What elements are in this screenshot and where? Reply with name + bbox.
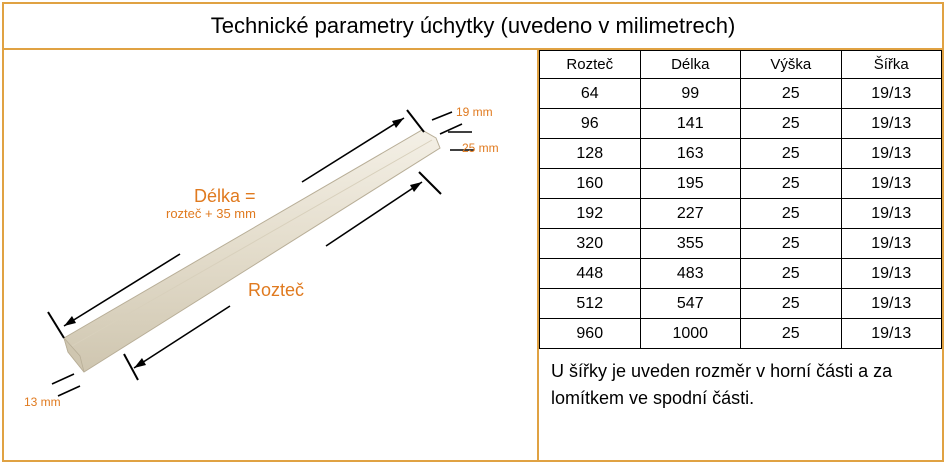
cell-width: 19/13 <box>841 139 942 169</box>
dim-top-label: 19 mm <box>456 105 493 119</box>
cell-width: 19/13 <box>841 319 942 349</box>
cell-pitch: 160 <box>540 169 641 199</box>
col-header-length: Délka <box>640 51 741 79</box>
cell-length: 547 <box>640 289 741 319</box>
dim-height-label: 25 mm <box>462 141 499 155</box>
handle-bar <box>64 130 440 372</box>
cell-length: 195 <box>640 169 741 199</box>
cell-height: 25 <box>741 169 842 199</box>
cell-width: 19/13 <box>841 109 942 139</box>
cell-height: 25 <box>741 79 842 109</box>
table-row <box>540 109 942 139</box>
cell-height: 25 <box>741 289 842 319</box>
cell-height: 25 <box>741 229 842 259</box>
table-row <box>540 79 942 109</box>
col-header-width: Šířka <box>841 51 942 79</box>
table-row <box>540 289 942 319</box>
cell-pitch: 320 <box>540 229 641 259</box>
cell-width: 19/13 <box>841 229 942 259</box>
table-header-row <box>540 51 942 79</box>
parameters-table <box>539 50 942 349</box>
length-dimension <box>48 110 424 338</box>
cell-width: 19/13 <box>841 199 942 229</box>
table-row <box>540 139 942 169</box>
cell-length: 1000 <box>640 319 741 349</box>
length-label: Délka = <box>194 186 256 206</box>
handle-diagram-svg <box>4 50 537 460</box>
cell-pitch: 960 <box>540 319 641 349</box>
cell-pitch: 192 <box>540 199 641 229</box>
cell-pitch: 64 <box>540 79 641 109</box>
spec-sheet <box>2 2 944 462</box>
col-header-pitch: Rozteč <box>540 51 641 79</box>
cell-length: 163 <box>640 139 741 169</box>
cell-height: 25 <box>741 199 842 229</box>
pitch-label: Rozteč <box>248 280 305 300</box>
cell-length: 355 <box>640 229 741 259</box>
table-row <box>540 259 942 289</box>
cell-height: 25 <box>741 259 842 289</box>
table-row <box>540 229 942 259</box>
cell-length: 227 <box>640 199 741 229</box>
cell-width: 19/13 <box>841 259 942 289</box>
cell-width: 19/13 <box>841 169 942 199</box>
cell-height: 25 <box>741 139 842 169</box>
cell-width: 19/13 <box>841 79 942 109</box>
table-row <box>540 319 942 349</box>
length-formula: rozteč + 35 mm <box>166 206 256 221</box>
cell-length: 141 <box>640 109 741 139</box>
cell-pitch: 128 <box>540 139 641 169</box>
handle-drawing <box>4 50 539 460</box>
dim-bottom-label: 13 mm <box>24 395 61 409</box>
parameters-panel <box>539 50 942 460</box>
col-header-height: Výška <box>741 51 842 79</box>
cell-height: 25 <box>741 319 842 349</box>
cell-pitch: 448 <box>540 259 641 289</box>
cell-length: 99 <box>640 79 741 109</box>
cell-pitch: 96 <box>540 109 641 139</box>
table-row <box>540 169 942 199</box>
cell-pitch: 512 <box>540 289 641 319</box>
cell-length: 483 <box>640 259 741 289</box>
table-row <box>540 199 942 229</box>
width-note: U šířky je uveden rozměr v horní části a za lomítkem ve spodní části. <box>551 361 893 408</box>
cell-height: 25 <box>741 109 842 139</box>
page-title: Technické parametry úchytky (uvedeno v milimetrech) <box>4 4 942 50</box>
cell-width: 19/13 <box>841 289 942 319</box>
